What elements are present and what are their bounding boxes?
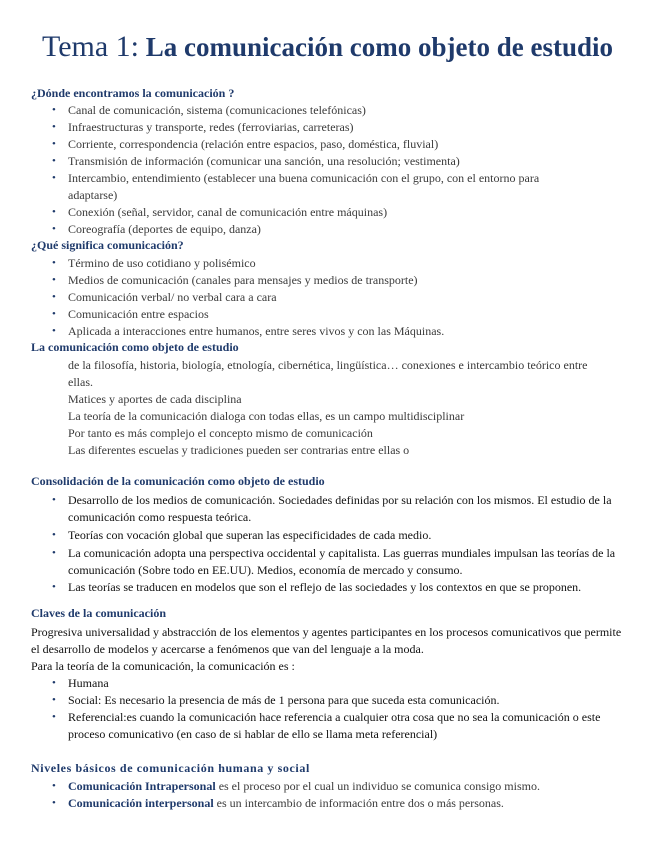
list-item: • Las teorías se traducen en modelos que son el reflejo de las sociedades y los contextos en que se proponen. [68, 579, 633, 596]
title-number: Tema 1: [41, 30, 140, 63]
list-item: • Comunicación entre espacios [68, 306, 633, 323]
list-item: • Infraestructuras y transporte, redes (ferroviarias, carreteras) [68, 119, 633, 136]
section-heading-objeto-estudio: La comunicación como objeto de estudio [31, 340, 239, 354]
list-item: • La comunicación adopta una perspectiva occidental y capitalista. Las guerras mundiales impulsan las teorías de la comunicación (Sobre todo en EE.UU). Medios, economía de mercado y consumo. [68, 545, 633, 578]
section-heading-consolidacion: Consolidación de la comunicación como objeto de estudio [31, 474, 325, 488]
list-item: • Término de uso cotidiano y polisémico [68, 255, 633, 272]
term-definition: es el proceso por el cual un individuo se comunica consigo mismo. [215, 779, 540, 793]
list-item: • Desarrollo de los medios de comunicación. Sociedades definidas por su relación con los mismos. El estudio de la comunicación como respuesta teórica. [68, 492, 633, 525]
section-heading-que-significa: ¿Qué significa comunicación? [31, 238, 184, 252]
list-item: • Referencial:es cuando la comunicación hace referencia a cualquier otra cosa que no sea la comunicación o este proceso comunicativo (en caso de si hablar de ello se llama meta referencial) [68, 709, 633, 742]
indented-line: Las diferentes escuelas y tradiciones pueden ser contrarias entre ellas o [68, 443, 410, 457]
section-heading-donde: ¿Dónde encontramos la comunicación ? [31, 86, 235, 100]
list-item [68, 778, 633, 795]
indented-line: Por tanto es más complejo el concepto mismo de comunicación [68, 426, 373, 440]
list-item: • Conexión (señal, servidor, canal de comunicación entre máquinas) [68, 204, 633, 221]
list-item: • Corriente, correspondencia (relación entre espacios, paso, doméstica, fluvial) [68, 136, 633, 153]
section-heading-niveles: Niveles básicos de comunicación humana y social [31, 761, 310, 775]
list-item: • Intercambio, entendimiento (establecer una buena comunicación con el grupo, con el entorno para adaptarse) [68, 170, 588, 203]
paragraph: Progresiva universalidad y abstracción de los elementos y agentes participantes en los procesos comunicativos que permite el desarrollo de modelos y acercarse a fenómenos que van del lenguaje a la moda. [31, 625, 622, 656]
list-item: • Humana [68, 675, 633, 692]
list-item [68, 795, 633, 812]
title-text: La comunicación como objeto de estudio [145, 32, 613, 62]
term-intrapersonal: Comunicación Intrapersonal [68, 779, 216, 793]
indented-line: Matices y aportes de cada disciplina [68, 392, 242, 406]
term-interpersonal: Comunicación interpersonal [68, 796, 214, 810]
paragraph: Para la teoría de la comunicación, la comunicación es : [31, 659, 295, 673]
list-item: • Social: Es necesario la presencia de más de 1 persona para que suceda esta comunicación. [68, 692, 633, 709]
list-item: • Transmisión de información (comunicar una sanción, una resolución; vestimenta) [68, 153, 633, 170]
list-item: • Teorías con vocación global que superan las especificidades de cada medio. [68, 527, 633, 544]
indented-line: de la filosofía, historia, biología, etnología, cibernética, lingüística… conexiones e intercambio teórico entre ellas. [68, 358, 588, 389]
list-item: • Coreografía (deportes de equipo, danza) [68, 221, 633, 238]
list-item: • Comunicación verbal/ no verbal cara a cara [68, 289, 633, 306]
list-item: • Medios de comunicación (canales para mensajes y medios de transporte) [68, 272, 633, 289]
list-item: • Aplicada a interacciones entre humanos, entre seres vivos y con las Máquinas. [68, 323, 633, 340]
list-item: • Canal de comunicación, sistema (comunicaciones telefónicas) [68, 102, 633, 119]
section-heading-claves: Claves de la comunicación [31, 606, 166, 620]
indented-line: La teoría de la comunicación dialoga con todas ellas, es un campo multidisciplinar [68, 409, 465, 423]
page-title [0, 30, 655, 64]
term-definition: es un intercambio de información entre dos o más personas. [213, 796, 504, 810]
